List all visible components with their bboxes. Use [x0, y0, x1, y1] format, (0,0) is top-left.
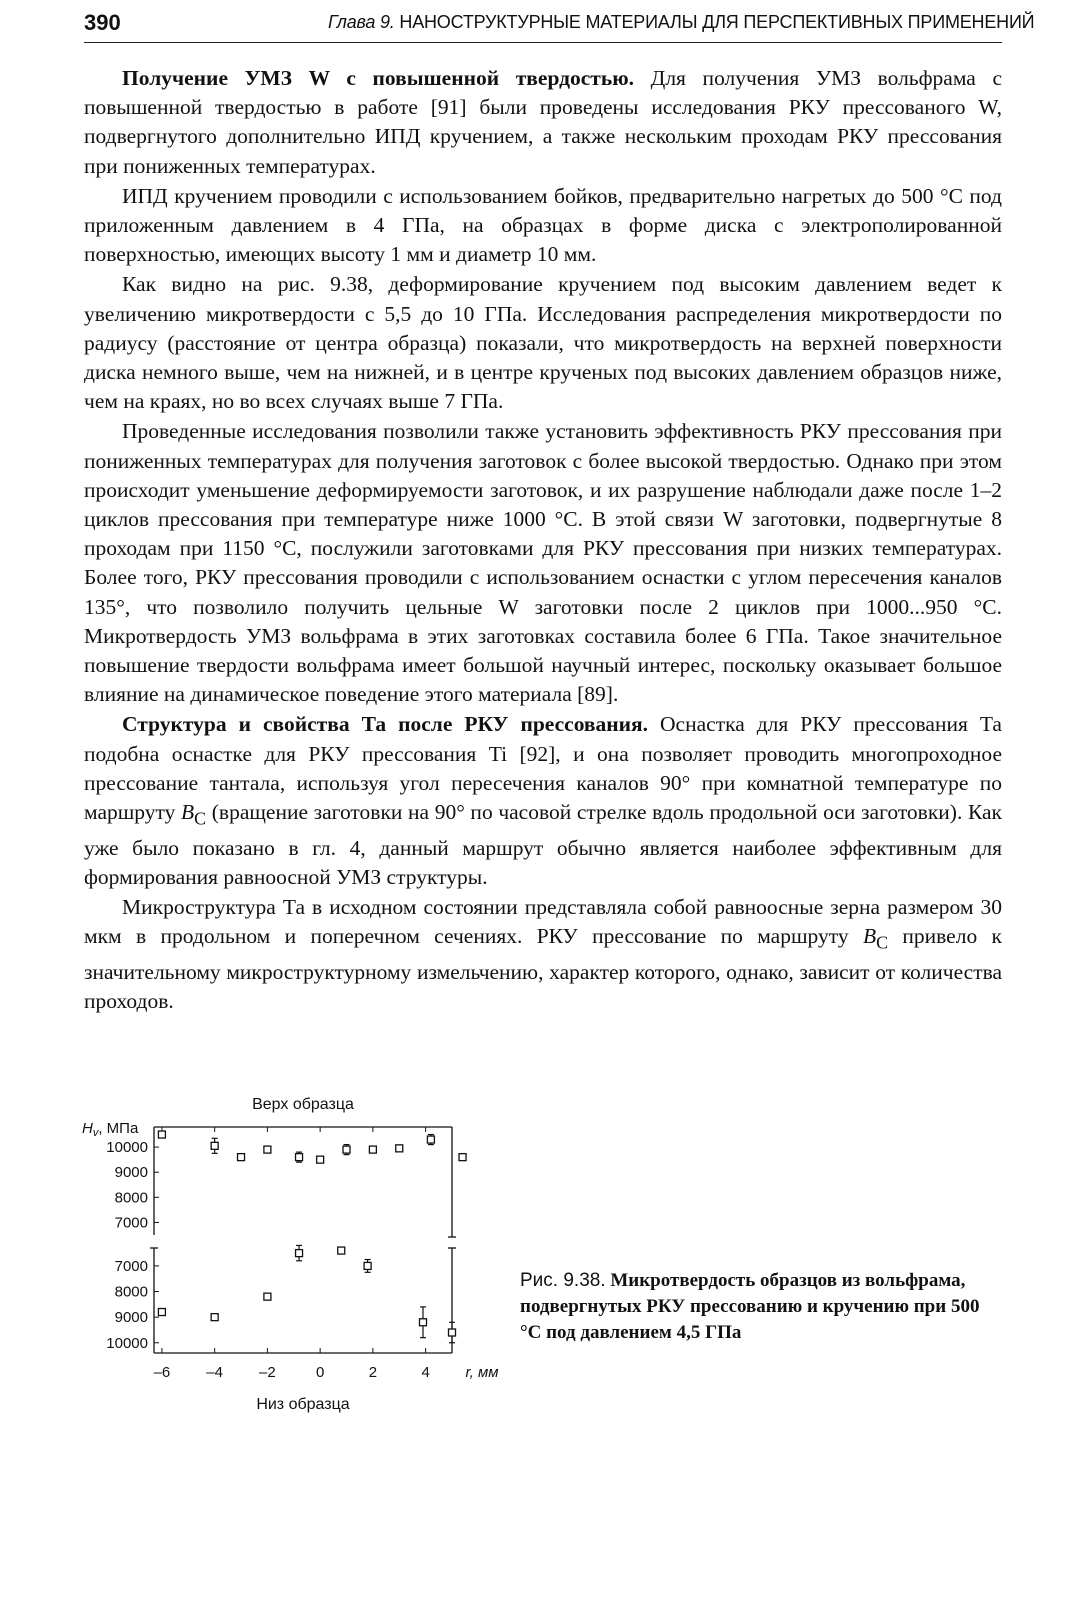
y-axis-label: $H_v$, МПа: [82, 1120, 139, 1139]
figure-caption: [520, 1268, 1002, 1346]
run-in-heading-ta: Структура и свойства Та после РКУ прессования.: [122, 712, 649, 737]
x-tick-label: –4: [206, 1364, 223, 1381]
top-data-point: [158, 1131, 165, 1138]
top-data-point: [459, 1154, 466, 1161]
bottom-data-point: [338, 1247, 345, 1254]
paragraph-6: [84, 893, 1002, 1016]
figure-9-38: [60, 1085, 499, 1425]
paragraph-1: [84, 64, 1002, 181]
route-symbol: B: [862, 924, 877, 949]
bottom-y-tick-label: 10000: [106, 1334, 148, 1352]
header-rule: [84, 42, 1002, 43]
chapter-label: Глава 9.: [328, 12, 395, 32]
top-surface-label: Верх образца: [252, 1096, 354, 1113]
top-data-point: [264, 1146, 271, 1153]
top-data-point: [296, 1154, 303, 1161]
route-subscript: C: [194, 808, 207, 829]
x-tick-label: 2: [368, 1364, 378, 1381]
bottom-y-tick-label: 7000: [114, 1257, 148, 1275]
microhardness-chart: [60, 1085, 499, 1425]
top-data-point: [369, 1146, 376, 1153]
page-number: 390: [84, 10, 121, 35]
x-tick-label: 4: [421, 1364, 430, 1381]
route-subscript: C: [876, 932, 889, 953]
top-data-point: [238, 1154, 245, 1161]
bottom-y-tick-label: 8000: [114, 1283, 148, 1301]
top-data-point: [343, 1146, 350, 1153]
x-tick-label: –6: [153, 1364, 171, 1381]
paragraph-6-text-a: Микроструктура Та в исходном состоянии представляла собой равноосные зерна размером 30 мкм в продольном и поперечном сечениях. РКУ прессование по маршруту: [84, 894, 1002, 949]
bottom-data-point: [264, 1293, 271, 1300]
paragraph-5-text-b: (вращение заготовки на 90° по часовой стрелке вдоль продольной оси заготовки). Как уже было показано в гл. 4, данный маршрут обычно является наиболее эффективным для формирования равноосной УМЗ структуры.: [84, 800, 1002, 889]
bottom-data-point: [211, 1314, 218, 1321]
paragraph-5: [84, 710, 1002, 892]
top-data-point: [317, 1156, 324, 1163]
top-data-point: [396, 1145, 403, 1152]
paragraph-6-text-b: привело к значительному микроструктурному измельчению, характер которого, однако, зависит от количества проходов.: [84, 924, 1002, 1013]
chapter-title: НАНОСТРУКТУРНЫЕ МАТЕРИАЛЫ ДЛЯ ПЕРСПЕКТИВНЫХ ПРИМЕНЕНИЙ: [399, 12, 1035, 32]
top-y-tick-label: 10000: [106, 1139, 148, 1157]
figure-number: Рис. 9.38.: [520, 1270, 606, 1291]
bottom-data-point: [158, 1309, 165, 1316]
paragraph-4: Проведенные исследования позволили также установить эффективность РКУ прессования при пониженных температурах для получения заготовок с более высокой твердостью. Однако при этом происходит уменьшение деформируемости заготовок, и их разрушение наблюдали даже после 1–2 циклов прессования при температуре ниже 1000 °С. В этой связи W заготовки, подвергнутые 8 проходам при 1150 °С, послужили заготовками для РКУ прессования при низких температурах. Более того, РКУ прессования проводили с использованием оснастки с углом пересечения каналов 135°, что позволило получить цельные W заготовки после 2 циклов при 1000...950 °С. Микротвердость УМЗ вольфрама в этих заготовках составила более 6 ГПа. Такое значительное повышение твердости вольфрама имеет большой научный интерес, поскольку оказывает большое влияние на динамическое поведение этого материала [89].: [84, 419, 1002, 707]
bottom-data-point: [419, 1319, 426, 1326]
top-y-tick-label: 9000: [114, 1164, 148, 1182]
run-in-heading-w: Получение УМЗ W с повышенной твердостью.: [122, 66, 635, 90]
bottom-data-point: [296, 1250, 303, 1257]
bottom-data-point: [449, 1329, 456, 1336]
paragraph-3: Как видно на рис. 9.38, деформирование кручением под высоким давлением ведет к увеличению микротвердости с 5,5 до 10 ГПа. Исследования распределения микротвердости по радиусу (расстояние от центра образца) показали, что микротвердость на верхней поверхности диска немного выше, чем на нижней, и в центре крученых под высоких давлением образцов ниже, чем на краях, но во всех случаях выше 7 ГПа.: [84, 272, 1002, 414]
top-data-point: [211, 1142, 218, 1149]
running-head: [328, 12, 1034, 33]
body-text: [84, 64, 1002, 1016]
bottom-data-point: [364, 1262, 371, 1269]
paragraph-5-text-a: Оснастка для РКУ прессования Та подобна оснастке для РКУ прессования Ti [92], и она позволяет проводить многопроходное прессование тантала, используя угол пересечения каналов 90° при комнатной температуре по маршруту: [84, 712, 1002, 825]
x-tick-label: 0: [315, 1364, 325, 1381]
top-y-tick-label: 7000: [114, 1214, 148, 1232]
x-tick-label: –2: [259, 1364, 276, 1381]
paragraph-1-text: Для получения УМЗ вольфрама с повышенной твердостью в работе [91] были проведены исследования РКУ прессованого W, подвергнутого дополнительно ИПД кручением, а также нескольким проходам РКУ прессования при пониженных температурах.: [84, 66, 1003, 178]
figure-caption-text: Микротвердость образцов из вольфрама, подвергнутых РКУ прессованию и кручению при 500 °С под давлением 4,5 ГПа: [520, 1270, 980, 1343]
bottom-surface-label: Низ образца: [256, 1396, 350, 1413]
paragraph-2: ИПД кручением проводили с использованием бойков, предварительно нагретых до 500 °С под приложенным давлением в 4 ГПа, на образцах в форме диска с электрополированной поверхностью, имеющих высоту 1 мм и диаметр 10 мм.: [84, 183, 1002, 267]
bottom-y-tick-label: 9000: [114, 1309, 148, 1327]
top-data-point: [427, 1136, 434, 1143]
x-axis-label: r, мм: [465, 1364, 499, 1381]
route-symbol: B: [181, 800, 195, 825]
top-y-tick-label: 8000: [114, 1189, 148, 1207]
